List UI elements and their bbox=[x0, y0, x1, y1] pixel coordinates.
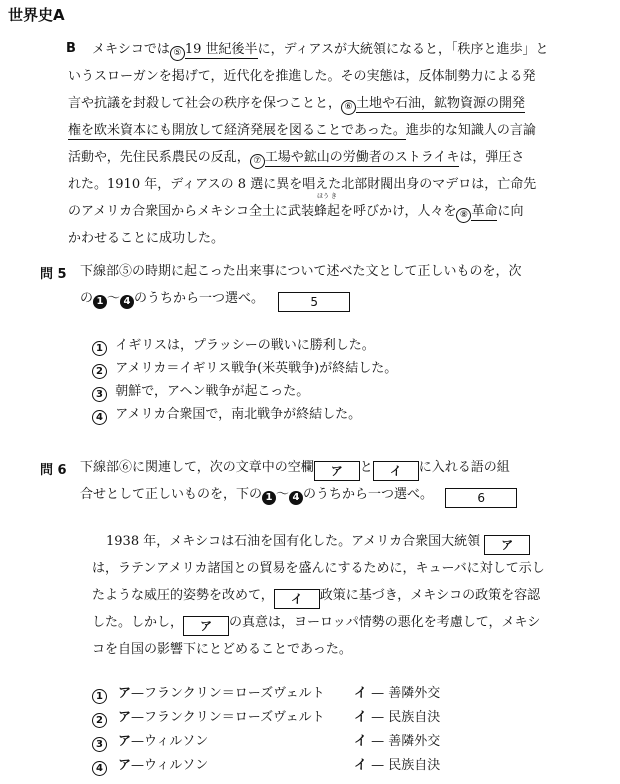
text: に，ディアスが大統領になると，「秩序と進歩」と bbox=[257, 42, 549, 57]
q5-option-3[interactable] bbox=[92, 382, 309, 402]
text: メキシコでは bbox=[92, 42, 170, 57]
option-i-value: 善隣外交 bbox=[388, 734, 441, 749]
passage-label: B bbox=[66, 41, 76, 56]
q6-text-line-1 bbox=[106, 532, 530, 555]
option-a-part bbox=[118, 684, 325, 704]
option-i-value: 民族自決 bbox=[388, 710, 441, 725]
blank-box-a: ア bbox=[314, 461, 360, 481]
choice-range-start: 1 bbox=[262, 491, 276, 505]
option-number: 4 bbox=[92, 761, 107, 776]
underlined-text-5: 19 世紀後半 bbox=[184, 42, 258, 57]
text: 言や抗議を封殺して社会の秩序を保つことと， bbox=[68, 96, 342, 111]
option-a-value: フランクリン＝ローズヴェルト bbox=[144, 686, 325, 701]
page-title: 世界史A bbox=[8, 6, 65, 24]
text: 〜 bbox=[107, 291, 121, 306]
underlined-text-6: 土地や石油，鉱物資源の開発 bbox=[356, 96, 526, 111]
underlined-text-6-cont: 権を欧米資本にも開放して経済発展を図ることであった。 bbox=[68, 123, 406, 138]
blank-box-i: イ bbox=[373, 461, 419, 481]
passage-line-6: れた。1910 年，ディアスの 8 選に異を唱えた北部財閥出身のマデロは，亡命先 bbox=[68, 177, 537, 192]
underline-marker-6: ⑥ bbox=[341, 100, 356, 115]
option-number: 2 bbox=[92, 713, 107, 728]
passage-line-2: いうスローガンを掲げて，近代化を推進した。その実態は，反体制勢力による発 bbox=[68, 69, 536, 84]
text: のアメリカ合衆国からメキシコ全土に武装 bbox=[68, 204, 314, 219]
text: に向 bbox=[497, 204, 524, 219]
answer-box-6[interactable]: 6 bbox=[445, 488, 517, 508]
passage-line-7 bbox=[68, 193, 524, 223]
text: 進歩的な知識人の言論 bbox=[405, 123, 536, 138]
passage-line-8: かわせることに成功した。 bbox=[68, 231, 225, 246]
question-5-line-1: 下線部⑤の時期に起こった出来事について述べた文として正しいものを，次 bbox=[80, 264, 522, 279]
option-i-value: 民族自決 bbox=[388, 758, 441, 773]
passage-line-3 bbox=[68, 94, 525, 115]
q6-text-line-2: は，ラテンアメリカ諸国との貿易を盛んにするために，キューバに対して示し bbox=[92, 561, 545, 576]
underline-marker-5: ⑤ bbox=[170, 46, 185, 61]
text: 1938 年，メキシコは石油を国有化した。アメリカ合衆国大統領 bbox=[106, 534, 481, 549]
passage-line-5 bbox=[68, 148, 524, 169]
text: たような威圧的姿勢を改めて， bbox=[92, 588, 274, 603]
option-text: 朝鮮で，アヘン戦争が起こった。 bbox=[115, 384, 310, 399]
q5-option-2[interactable] bbox=[92, 359, 397, 379]
ruby-word bbox=[313, 193, 340, 222]
dash: — bbox=[131, 734, 145, 749]
text: と bbox=[359, 460, 373, 475]
text: に入れる語の組 bbox=[418, 460, 510, 475]
blank-box-a: ア bbox=[183, 616, 229, 636]
underlined-text-8: 革命 bbox=[471, 204, 498, 219]
key-i: イ bbox=[354, 710, 368, 725]
key-a: ア bbox=[118, 734, 132, 749]
question-6-line-2 bbox=[80, 485, 517, 508]
q6-text-line-3 bbox=[92, 586, 540, 609]
q6-option-2[interactable] bbox=[92, 708, 441, 728]
option-a-part bbox=[118, 708, 325, 728]
question-5-label: 問 5 bbox=[40, 267, 67, 282]
option-number: 4 bbox=[92, 410, 107, 425]
option-number: 3 bbox=[92, 387, 107, 402]
option-number: 1 bbox=[92, 341, 107, 356]
option-number: 1 bbox=[92, 689, 107, 704]
option-text: アメリカ合衆国で，南北戦争が終結した。 bbox=[115, 407, 362, 422]
passage-line-1 bbox=[92, 40, 549, 61]
key-i: イ bbox=[354, 686, 368, 701]
key-a: ア bbox=[118, 758, 132, 773]
text: の真意は，ヨーロッパ情勢の悪化を考慮して，メキシ bbox=[229, 615, 541, 630]
text: 政策に基づき，メキシコの政策を容認 bbox=[319, 588, 541, 603]
q6-option-1[interactable] bbox=[92, 684, 441, 704]
blank-box-a: ア bbox=[484, 535, 530, 555]
q6-option-3[interactable] bbox=[92, 732, 441, 752]
option-a-value: ウィルソン bbox=[144, 734, 209, 749]
option-i-part bbox=[354, 756, 440, 776]
q6-option-4[interactable] bbox=[92, 756, 441, 776]
option-text: イギリスは，プラッシーの戦いに勝利した。 bbox=[115, 338, 375, 353]
option-a-part bbox=[118, 732, 208, 752]
text: 下線部⑥に関連して，次の文章中の空欄 bbox=[80, 460, 314, 475]
text: のうちから一つ選べ。 bbox=[134, 291, 265, 306]
text: 合せとして正しいものを，下の bbox=[80, 487, 263, 502]
option-a-part bbox=[118, 756, 208, 776]
text: は，弾圧さ bbox=[459, 150, 525, 165]
option-number: 2 bbox=[92, 364, 107, 379]
option-i-part bbox=[354, 708, 440, 728]
dash: — bbox=[131, 686, 145, 701]
dash: — bbox=[131, 758, 145, 773]
option-a-value: フランクリン＝ローズヴェルト bbox=[144, 710, 325, 725]
ruby-reading: ほう き bbox=[317, 193, 337, 200]
option-i-value: 善隣外交 bbox=[388, 686, 441, 701]
text: 活動や，先住民系農民の反乱， bbox=[68, 150, 250, 165]
dash: — bbox=[371, 734, 385, 749]
option-i-part bbox=[354, 684, 440, 704]
dash: — bbox=[371, 758, 385, 773]
option-number: 3 bbox=[92, 737, 107, 752]
q6-text-line-5: コを自国の影響下にとどめることであった。 bbox=[92, 642, 352, 657]
text: した。しかし， bbox=[92, 615, 184, 630]
choice-range-end: 4 bbox=[120, 295, 134, 309]
answer-box-5[interactable]: 5 bbox=[278, 292, 350, 312]
q6-text-line-4 bbox=[92, 613, 540, 636]
underline-marker-7: ⑦ bbox=[250, 154, 265, 169]
passage-line-4 bbox=[68, 121, 536, 141]
dash: — bbox=[371, 710, 385, 725]
text: 〜 bbox=[276, 487, 290, 502]
q5-option-4[interactable] bbox=[92, 405, 361, 425]
question-6-label: 問 6 bbox=[40, 463, 67, 478]
option-text: アメリカ＝イギリス戦争(米英戦争)が終結した。 bbox=[115, 361, 398, 376]
dash: — bbox=[131, 710, 145, 725]
ruby-base: 蜂起 bbox=[313, 204, 340, 219]
key-a: ア bbox=[118, 686, 132, 701]
underline-marker-8: ⑧ bbox=[456, 208, 471, 223]
question-5-line-2 bbox=[80, 289, 350, 312]
option-i-part bbox=[354, 732, 440, 752]
choice-range-end: 4 bbox=[289, 491, 303, 505]
text: のうちから一つ選べ。 bbox=[303, 487, 434, 502]
question-6-line-1 bbox=[80, 458, 510, 481]
dash: — bbox=[371, 686, 385, 701]
key-a: ア bbox=[118, 710, 132, 725]
key-i: イ bbox=[354, 734, 368, 749]
blank-box-i: イ bbox=[274, 589, 320, 609]
key-i: イ bbox=[354, 758, 368, 773]
text: の bbox=[80, 291, 94, 306]
q5-option-1[interactable] bbox=[92, 336, 375, 356]
text: を呼びかけ，人々を bbox=[339, 204, 457, 219]
underlined-text-7: 工場や鉱山の労働者のストライキ bbox=[264, 150, 460, 165]
option-a-value: ウィルソン bbox=[144, 758, 209, 773]
choice-range-start: 1 bbox=[93, 295, 107, 309]
